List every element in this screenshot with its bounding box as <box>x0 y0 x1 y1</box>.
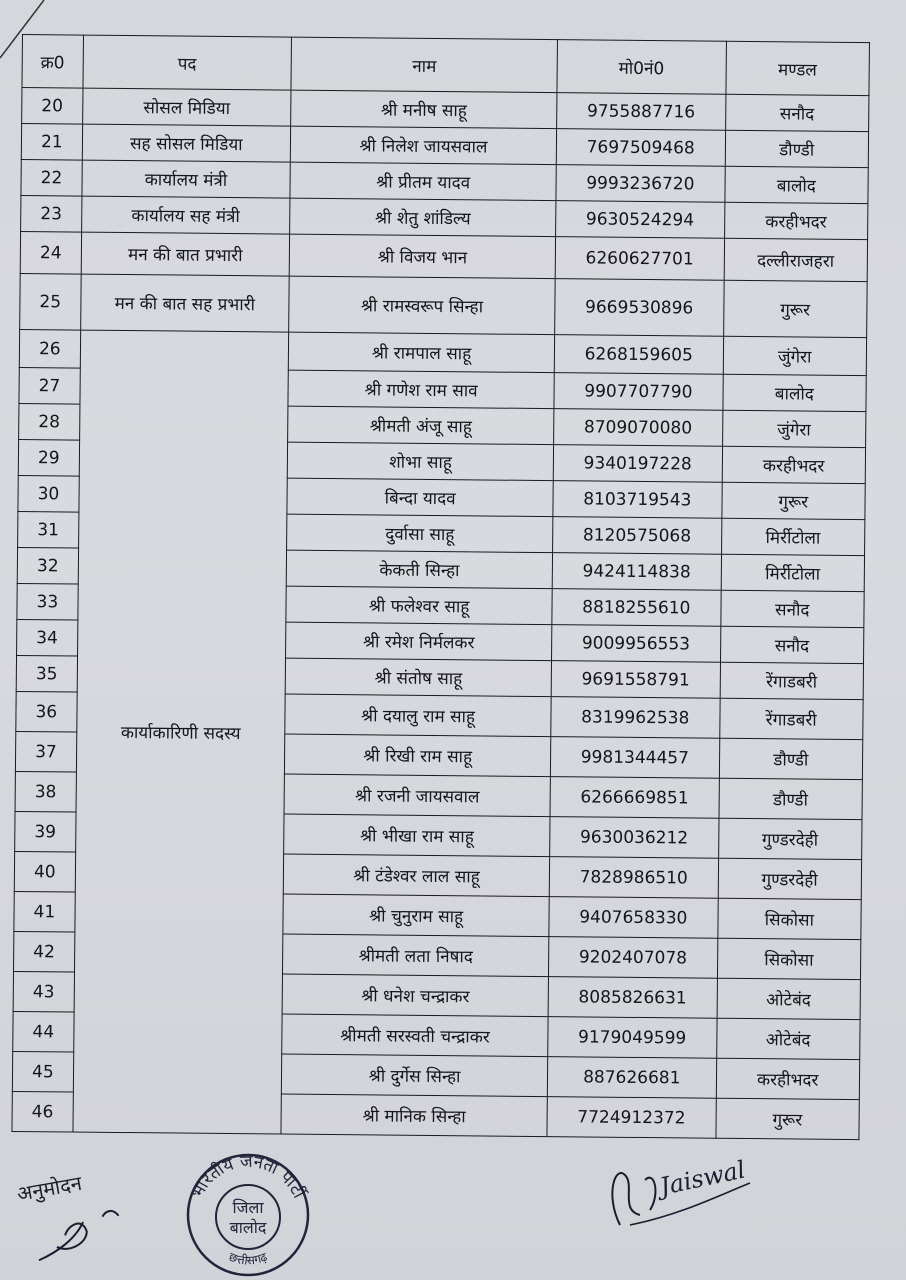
seal-top-text: भारतीय जनता पार्टी <box>187 1151 309 1202</box>
serial-cell: 41 <box>14 891 75 932</box>
signature-text: Jaiswal <box>657 1155 748 1201</box>
header-post: पद <box>83 35 292 90</box>
mobile-cell: 9691558791 <box>551 661 720 699</box>
post-cell: मन की बात सह प्रभारी <box>80 274 289 332</box>
name-cell: श्री रमेश निर्मलकर <box>286 622 552 661</box>
party-seal-stamp <box>180 1145 315 1280</box>
header-name: नाम <box>291 37 557 93</box>
mobile-cell: 9630524294 <box>556 201 725 239</box>
serial-cell: 25 <box>20 273 81 330</box>
mandal-cell: करहीभदर <box>716 1058 860 1099</box>
serial-cell: 22 <box>21 159 82 196</box>
seal-bottom-text: छत्तीसगढ़ <box>226 1249 270 1268</box>
serial-cell: 20 <box>22 88 83 125</box>
svg-text:भारतीय जनता पार्टी <box>188 1152 311 1203</box>
mobile-cell: 6266669851 <box>550 777 719 819</box>
table-header-row <box>22 35 869 96</box>
serial-cell: 36 <box>16 691 77 732</box>
name-cell: श्री धनेश चन्द्राकर <box>282 974 548 1017</box>
serial-cell: 29 <box>18 439 79 476</box>
mandal-cell: सनौद <box>725 94 869 131</box>
serial-cell: 31 <box>18 511 79 548</box>
table-row <box>20 273 867 337</box>
serial-cell: 28 <box>19 403 80 440</box>
post-cell: सोसल मिडिया <box>82 88 291 126</box>
mandal-cell: मिर्रीटोला <box>721 518 865 555</box>
serial-cell: 27 <box>19 367 80 404</box>
seal-center-line2: बालोद <box>229 1218 267 1237</box>
name-cell: श्री शेतु शांडिल्य <box>290 198 556 237</box>
header-serial: क्र0 <box>22 35 83 89</box>
serial-cell: 39 <box>15 811 76 852</box>
header-mobile: मो0नं0 <box>557 40 726 95</box>
signature-jaiswal <box>600 1155 770 1235</box>
serial-cell: 43 <box>13 971 74 1012</box>
mobile-cell: 9340197228 <box>553 445 722 483</box>
name-cell: श्री विजय भान <box>289 234 555 279</box>
serial-cell: 44 <box>13 1011 74 1052</box>
mandal-cell: रेंगाडबरी <box>720 662 864 699</box>
name-cell: श्री टंडेश्वर लाल साहू <box>283 854 549 897</box>
serial-cell: 33 <box>17 583 78 620</box>
mobile-cell: 6268159605 <box>554 335 723 375</box>
mobile-cell: 8818255610 <box>552 589 721 627</box>
mobile-cell: 9009956553 <box>552 625 721 663</box>
serial-cell: 45 <box>12 1051 73 1092</box>
mandal-cell: गुरूर <box>715 1098 859 1139</box>
serial-cell: 23 <box>21 195 82 232</box>
mobile-cell: 9630036212 <box>550 817 719 859</box>
signature-area <box>0 1145 906 1280</box>
mobile-cell: 9407658330 <box>549 897 718 939</box>
mandal-cell: गुरूर <box>723 280 867 337</box>
mobile-cell: 8319962538 <box>551 697 720 739</box>
name-cell: श्री रामपाल साहू <box>288 332 554 373</box>
table-row <box>19 329 866 375</box>
name-cell: श्री दुर्गेस सिन्हा <box>281 1054 547 1097</box>
mobile-cell: 7828986510 <box>549 857 718 899</box>
name-cell: बिन्दा यादव <box>287 478 553 517</box>
svg-text:छत्तीसगढ़ <box>227 1250 270 1268</box>
mobile-cell: 8120575068 <box>553 517 722 555</box>
mandal-cell: ओटेबंद <box>716 1018 860 1059</box>
serial-cell: 21 <box>21 124 82 161</box>
name-cell: श्री रिखी राम साहू <box>285 734 551 777</box>
mobile-cell: 9179049599 <box>548 1017 717 1059</box>
mobile-cell: 9755887716 <box>557 93 726 131</box>
mobile-cell: 6260627701 <box>555 237 724 281</box>
name-cell: शोभा साहू <box>287 442 553 481</box>
approval-note <box>15 1161 139 1272</box>
name-cell: श्री फलेश्वर साहू <box>286 586 552 625</box>
name-cell: श्री प्रीतम यादव <box>290 162 556 201</box>
name-cell: केकती सिन्हा <box>286 550 552 589</box>
serial-cell: 38 <box>15 771 76 812</box>
mobile-cell: 7697509468 <box>556 129 725 167</box>
header-mandal: मण्डल <box>725 41 869 95</box>
serial-cell: 40 <box>14 851 75 892</box>
mobile-cell: 9981344457 <box>550 737 719 779</box>
post-cell: मन की बात प्रभारी <box>81 232 290 276</box>
mobile-cell: 8103719543 <box>553 481 722 519</box>
approval-text: अनुमोदन <box>15 1170 84 1206</box>
serial-cell: 46 <box>12 1091 73 1132</box>
mandal-cell: डौण्डी <box>725 130 869 167</box>
mandal-cell: डौण्डी <box>719 778 863 819</box>
name-cell: श्रीमती सरस्वती चन्द्राकर <box>282 1014 548 1057</box>
mobile-cell: 887626681 <box>547 1057 716 1099</box>
name-cell: श्री मनीष साहू <box>291 90 557 129</box>
group-post-cell: कार्याकारिणी सदस्य <box>73 330 289 1134</box>
mandal-cell: सनौद <box>720 590 864 627</box>
mandal-cell: सिकोसा <box>717 938 861 979</box>
post-cell: कार्यालय सह मंत्री <box>81 196 290 234</box>
name-cell: दुर्वासा साहू <box>287 514 553 553</box>
mandal-cell: डौण्डी <box>719 738 863 779</box>
name-cell: श्री गणेश राम साव <box>288 370 554 409</box>
mandal-cell: करहीभदर <box>724 202 868 239</box>
mandal-cell: दल्लीराजहरा <box>724 238 868 281</box>
mobile-cell: 7724912372 <box>547 1097 716 1139</box>
mobile-cell: 9669530896 <box>555 279 724 337</box>
mandal-cell: सनौद <box>720 626 864 663</box>
mandal-cell: बालोद <box>722 374 866 411</box>
mobile-cell: 9993236720 <box>556 165 725 203</box>
mandal-cell: ओटेबंद <box>717 978 861 1019</box>
mandal-cell: बालोद <box>724 166 868 203</box>
mandal-cell: मिर्रीटोला <box>721 554 865 591</box>
name-cell: श्री संतोष साहू <box>285 658 551 697</box>
name-cell: श्री रजनी जायसवाल <box>284 774 550 817</box>
mobile-cell: 9424114838 <box>552 553 721 591</box>
serial-cell: 30 <box>18 475 79 512</box>
mobile-cell: 9907707790 <box>554 373 723 411</box>
name-cell: श्री रामस्वरूप सिन्हा <box>289 276 555 335</box>
mandal-cell: रेंगाडबरी <box>719 698 863 739</box>
name-cell: श्री मानिक सिन्हा <box>281 1094 547 1137</box>
mandal-cell: जुंगेरा <box>723 336 867 375</box>
serial-cell: 32 <box>17 547 78 584</box>
member-roster-table <box>11 34 870 1140</box>
serial-cell: 26 <box>19 329 80 368</box>
mandal-cell: जुंगेरा <box>722 410 866 447</box>
post-cell: कार्यालय मंत्री <box>82 160 291 198</box>
mandal-cell: गुरूर <box>721 482 865 519</box>
serial-cell: 37 <box>15 731 76 772</box>
mandal-cell: करहीभदर <box>722 446 866 483</box>
mobile-cell: 8709070080 <box>554 409 723 447</box>
seal-center-line1: जिला <box>232 1198 264 1217</box>
name-cell: श्री चुनुराम साहू <box>283 894 549 937</box>
serial-cell: 34 <box>17 619 78 656</box>
mandal-cell: सिकोसा <box>717 898 861 939</box>
name-cell: श्री भीखा राम साहू <box>284 814 550 857</box>
mandal-cell: गुण्डरदेही <box>718 858 862 899</box>
post-cell: सह सोसल मिडिया <box>82 124 291 162</box>
serial-cell: 24 <box>20 231 81 274</box>
name-cell: श्री दयालु राम साहू <box>285 694 551 737</box>
name-cell: श्रीमती लता निषाद <box>283 934 549 977</box>
name-cell: श्रीमती अंजू साहू <box>288 406 554 445</box>
serial-cell: 35 <box>16 655 77 692</box>
name-cell: श्री निलेश जायसवाल <box>290 126 556 165</box>
mandal-cell: गुण्डरदेही <box>718 818 862 859</box>
mobile-cell: 9202407078 <box>549 937 718 979</box>
mobile-cell: 8085826631 <box>548 977 717 1019</box>
serial-cell: 42 <box>14 931 75 972</box>
